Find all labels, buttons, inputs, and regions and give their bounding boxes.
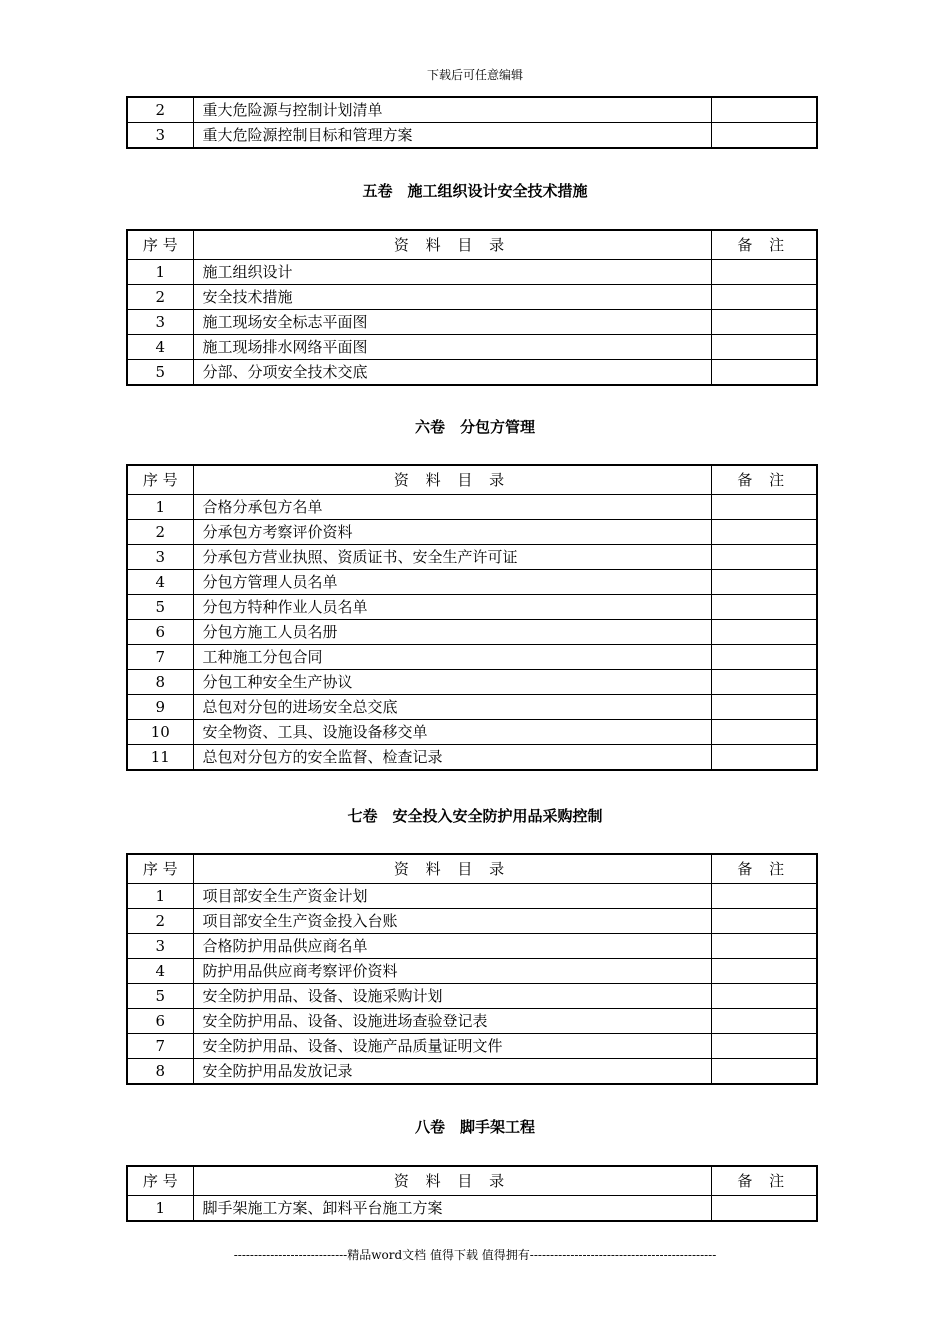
row-number: 4 <box>127 570 193 595</box>
column-header-note: 备 注 <box>711 854 817 884</box>
table-row <box>127 720 817 745</box>
row-note <box>711 1034 817 1059</box>
row-note <box>711 1196 817 1222</box>
section-title-6: 六卷 分包方管理 <box>414 418 535 436</box>
table-row <box>127 695 817 720</box>
section-title-7: 七卷 安全投入安全防护用品采购控制 <box>347 807 603 825</box>
table-row <box>127 520 817 545</box>
row-note <box>711 745 817 771</box>
row-note <box>711 884 817 909</box>
row-item: 分包方特种作业人员名单 <box>193 595 711 620</box>
row-item: 合格防护用品供应商名单 <box>193 934 711 959</box>
row-number: 2 <box>127 97 193 123</box>
row-number: 6 <box>127 1009 193 1034</box>
column-header-note: 备 注 <box>711 1166 817 1196</box>
row-item: 安全物资、工具、设施设备移交单 <box>193 720 711 745</box>
row-note <box>711 360 817 386</box>
row-item: 安全防护用品、设备、设施进场查验登记表 <box>193 1009 711 1034</box>
table-row <box>127 570 817 595</box>
row-item: 防护用品供应商考察评价资料 <box>193 959 711 984</box>
table-section-6 <box>126 464 818 771</box>
row-number: 8 <box>127 670 193 695</box>
row-item: 分承包方考察评价资料 <box>193 520 711 545</box>
row-note <box>711 123 817 149</box>
table-row <box>127 745 817 771</box>
row-note <box>711 495 817 520</box>
table-row <box>127 645 817 670</box>
table-section-5 <box>126 229 818 386</box>
row-note <box>711 1009 817 1034</box>
table-row <box>127 984 817 1009</box>
row-note <box>711 934 817 959</box>
table-section-8 <box>126 1165 818 1222</box>
row-note <box>711 645 817 670</box>
column-header-num: 序 号 <box>127 854 193 884</box>
row-note <box>711 720 817 745</box>
table-header-row <box>127 854 817 884</box>
row-number: 1 <box>127 884 193 909</box>
table-continued <box>126 96 818 149</box>
table-row <box>127 310 817 335</box>
row-number: 8 <box>127 1059 193 1085</box>
row-item: 总包对分包的进场安全总交底 <box>193 695 711 720</box>
column-header-num: 序 号 <box>127 230 193 260</box>
table-row <box>127 335 817 360</box>
row-item: 重大危险源与控制计划清单 <box>193 97 711 123</box>
row-number: 4 <box>127 335 193 360</box>
row-item: 安全防护用品、设备、设施产品质量证明文件 <box>193 1034 711 1059</box>
row-item: 施工现场安全标志平面图 <box>193 310 711 335</box>
row-item: 安全技术措施 <box>193 285 711 310</box>
column-header-note: 备 注 <box>711 230 817 260</box>
table-row <box>127 360 817 386</box>
row-item: 安全防护用品发放记录 <box>193 1059 711 1085</box>
row-note <box>711 570 817 595</box>
row-number: 6 <box>127 620 193 645</box>
row-number: 2 <box>127 909 193 934</box>
row-note <box>711 595 817 620</box>
table-row <box>127 595 817 620</box>
table-row <box>127 884 817 909</box>
row-number: 3 <box>127 934 193 959</box>
row-note <box>711 620 817 645</box>
footer-note: ----------------------------精品word文档 值得下载 值得拥有---------------------------------------------- <box>233 1248 717 1262</box>
row-note <box>711 310 817 335</box>
table-header-row <box>127 1166 817 1196</box>
row-item: 分部、分项安全技术交底 <box>193 360 711 386</box>
table-row <box>127 959 817 984</box>
row-item: 分包方施工人员名册 <box>193 620 711 645</box>
row-note <box>711 695 817 720</box>
row-item: 项目部安全生产资金投入台账 <box>193 909 711 934</box>
table-row <box>127 123 817 149</box>
table-row <box>127 97 817 123</box>
column-header-note: 备 注 <box>711 465 817 495</box>
table-row <box>127 934 817 959</box>
row-note <box>711 984 817 1009</box>
row-note <box>711 909 817 934</box>
section-title-5: 五卷 施工组织设计安全技术措施 <box>362 182 588 200</box>
row-item: 总包对分包方的安全监督、检查记录 <box>193 745 711 771</box>
row-item: 分承包方营业执照、资质证书、安全生产许可证 <box>193 545 711 570</box>
table-row <box>127 909 817 934</box>
row-number: 1 <box>127 495 193 520</box>
column-header-num: 序 号 <box>127 1166 193 1196</box>
row-note <box>711 285 817 310</box>
table-row <box>127 1196 817 1222</box>
table-row <box>127 670 817 695</box>
column-header-directory: 资 料 目 录 <box>193 1166 711 1196</box>
row-number: 1 <box>127 260 193 285</box>
row-note <box>711 670 817 695</box>
row-item: 脚手架施工方案、卸料平台施工方案 <box>193 1196 711 1222</box>
row-note <box>711 1059 817 1085</box>
table-row <box>127 1034 817 1059</box>
row-number: 3 <box>127 310 193 335</box>
row-item: 分包方管理人员名单 <box>193 570 711 595</box>
table-section-7 <box>126 853 818 1085</box>
table-header-row <box>127 230 817 260</box>
header-note: 下载后可任意编辑 <box>426 68 523 82</box>
row-number: 1 <box>127 1196 193 1222</box>
row-number: 2 <box>127 520 193 545</box>
row-note <box>711 97 817 123</box>
row-number: 3 <box>127 545 193 570</box>
row-item: 工种施工分包合同 <box>193 645 711 670</box>
row-number: 11 <box>127 745 193 771</box>
row-item: 施工现场排水网络平面图 <box>193 335 711 360</box>
row-number: 5 <box>127 595 193 620</box>
row-number: 5 <box>127 360 193 386</box>
row-number: 5 <box>127 984 193 1009</box>
row-item: 合格分承包方名单 <box>193 495 711 520</box>
table-row <box>127 260 817 285</box>
row-item: 项目部安全生产资金计划 <box>193 884 711 909</box>
row-item: 重大危险源控制目标和管理方案 <box>193 123 711 149</box>
table-row <box>127 545 817 570</box>
row-number: 10 <box>127 720 193 745</box>
row-item: 分包工种安全生产协议 <box>193 670 711 695</box>
row-number: 3 <box>127 123 193 149</box>
row-item: 安全防护用品、设备、设施采购计划 <box>193 984 711 1009</box>
row-number: 4 <box>127 959 193 984</box>
table-row <box>127 495 817 520</box>
row-number: 2 <box>127 285 193 310</box>
row-note <box>711 260 817 285</box>
row-note <box>711 959 817 984</box>
row-number: 7 <box>127 645 193 670</box>
row-item: 施工组织设计 <box>193 260 711 285</box>
column-header-directory: 资 料 目 录 <box>193 854 711 884</box>
table-header-row <box>127 465 817 495</box>
row-number: 7 <box>127 1034 193 1059</box>
section-title-8: 八卷 脚手架工程 <box>414 1118 535 1136</box>
row-note <box>711 545 817 570</box>
row-note <box>711 520 817 545</box>
table-row <box>127 1059 817 1085</box>
column-header-directory: 资 料 目 录 <box>193 465 711 495</box>
table-row <box>127 620 817 645</box>
column-header-num: 序 号 <box>127 465 193 495</box>
table-row <box>127 1009 817 1034</box>
row-number: 9 <box>127 695 193 720</box>
row-note <box>711 335 817 360</box>
table-row <box>127 285 817 310</box>
column-header-directory: 资 料 目 录 <box>193 230 711 260</box>
